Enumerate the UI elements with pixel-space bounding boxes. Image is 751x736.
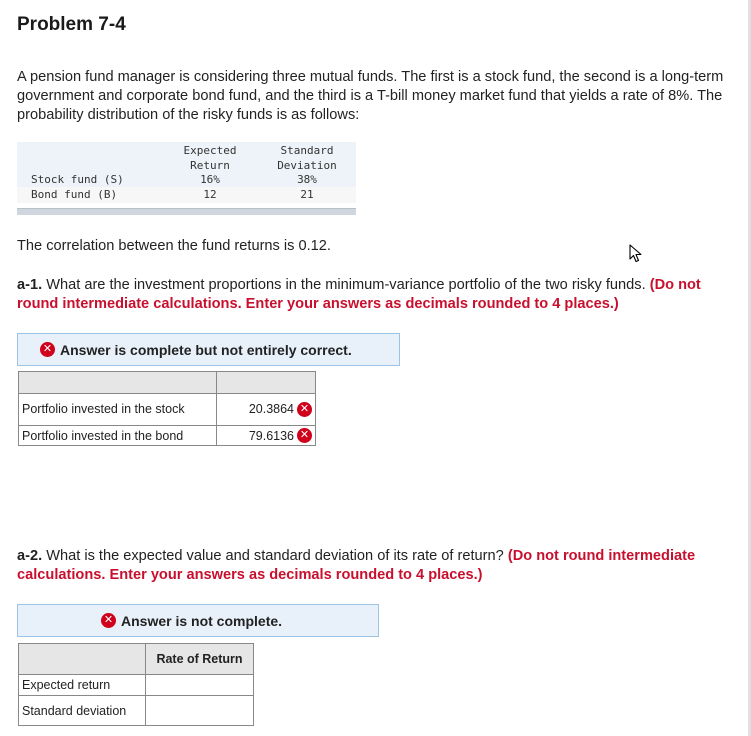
mouse-pointer-icon	[629, 244, 645, 264]
question-text: What are the investment proportions in the minimum-variance portfolio of the two risky funds.	[42, 277, 646, 293]
answer-status-banner	[17, 604, 379, 637]
table-row	[19, 394, 316, 426]
row-label: Expected return	[19, 675, 146, 696]
expected-return-input[interactable]	[149, 676, 250, 694]
question-number: a-2.	[17, 548, 43, 564]
problem-intro: A pension fund manager is considering three mutual funds. The first is a stock fund, the second is a long-term government and corporate bond fund, and the third is a T-bill money market fund that yields a rate of 8%. The probability distribution of the risky funds is as follows:	[17, 69, 724, 123]
row-label-bond: Bond fund (B)	[31, 188, 118, 201]
answer-table-a2	[18, 643, 254, 726]
stock-std: 38%	[297, 173, 317, 186]
x-circle-icon: ✕	[297, 428, 312, 443]
x-circle-icon: ✕	[40, 342, 55, 357]
table-row	[19, 675, 254, 696]
banner-text: Answer is not complete.	[121, 612, 283, 629]
bond-expected: 12	[203, 188, 217, 201]
correlation-text: The correlation between the fund returns is 0.12.	[17, 238, 331, 254]
answer-cell[interactable]	[217, 394, 316, 426]
standard-deviation-input[interactable]	[149, 702, 250, 720]
answer-value[interactable]: 79.6136	[248, 428, 294, 443]
problem-title: Problem 7-4	[17, 14, 126, 35]
answer-cell[interactable]	[146, 675, 254, 696]
x-circle-icon: ✕	[101, 613, 116, 628]
header-standard-deviation: Standard Deviation	[277, 144, 337, 172]
question-number: a-1.	[17, 277, 43, 293]
header-rate-of-return: Rate of Return	[146, 644, 254, 675]
table-row	[19, 426, 316, 446]
x-circle-icon: ✕	[297, 402, 312, 417]
question-a2	[17, 547, 745, 585]
question-a1	[17, 276, 745, 314]
row-label: Standard deviation	[19, 696, 146, 726]
distribution-table-footer	[17, 208, 356, 215]
question-instruction: (Do not round intermediate calculations. Enter your answers as decimals rounded to 4 places.)	[17, 277, 701, 312]
answer-value[interactable]: 20.3864	[248, 402, 294, 416]
answer-table-a1	[18, 371, 316, 446]
row-label-stock: Stock fund (S)	[31, 173, 124, 186]
question-instruction: (Do not round intermediate calculations. Enter your answers as decimals rounded to 4 places.)	[17, 548, 696, 583]
row-label: Portfolio invested in the bond	[19, 426, 217, 446]
answer-table-header	[19, 644, 254, 675]
answer-cell[interactable]	[217, 426, 316, 446]
table-row	[19, 696, 254, 726]
header-expected-return: Expected Return	[183, 144, 237, 172]
answer-table-header	[19, 372, 316, 394]
row-label: Portfolio invested in the stock	[19, 394, 217, 426]
banner-text: Answer is complete but not entirely correct.	[60, 341, 352, 358]
question-text: What is the expected value and standard deviation of its rate of return?	[42, 548, 504, 564]
distribution-table	[17, 142, 356, 216]
bond-std: 21	[300, 188, 314, 201]
stock-expected: 16%	[200, 173, 220, 186]
answer-cell[interactable]	[146, 696, 254, 726]
answer-status-banner	[17, 333, 400, 366]
